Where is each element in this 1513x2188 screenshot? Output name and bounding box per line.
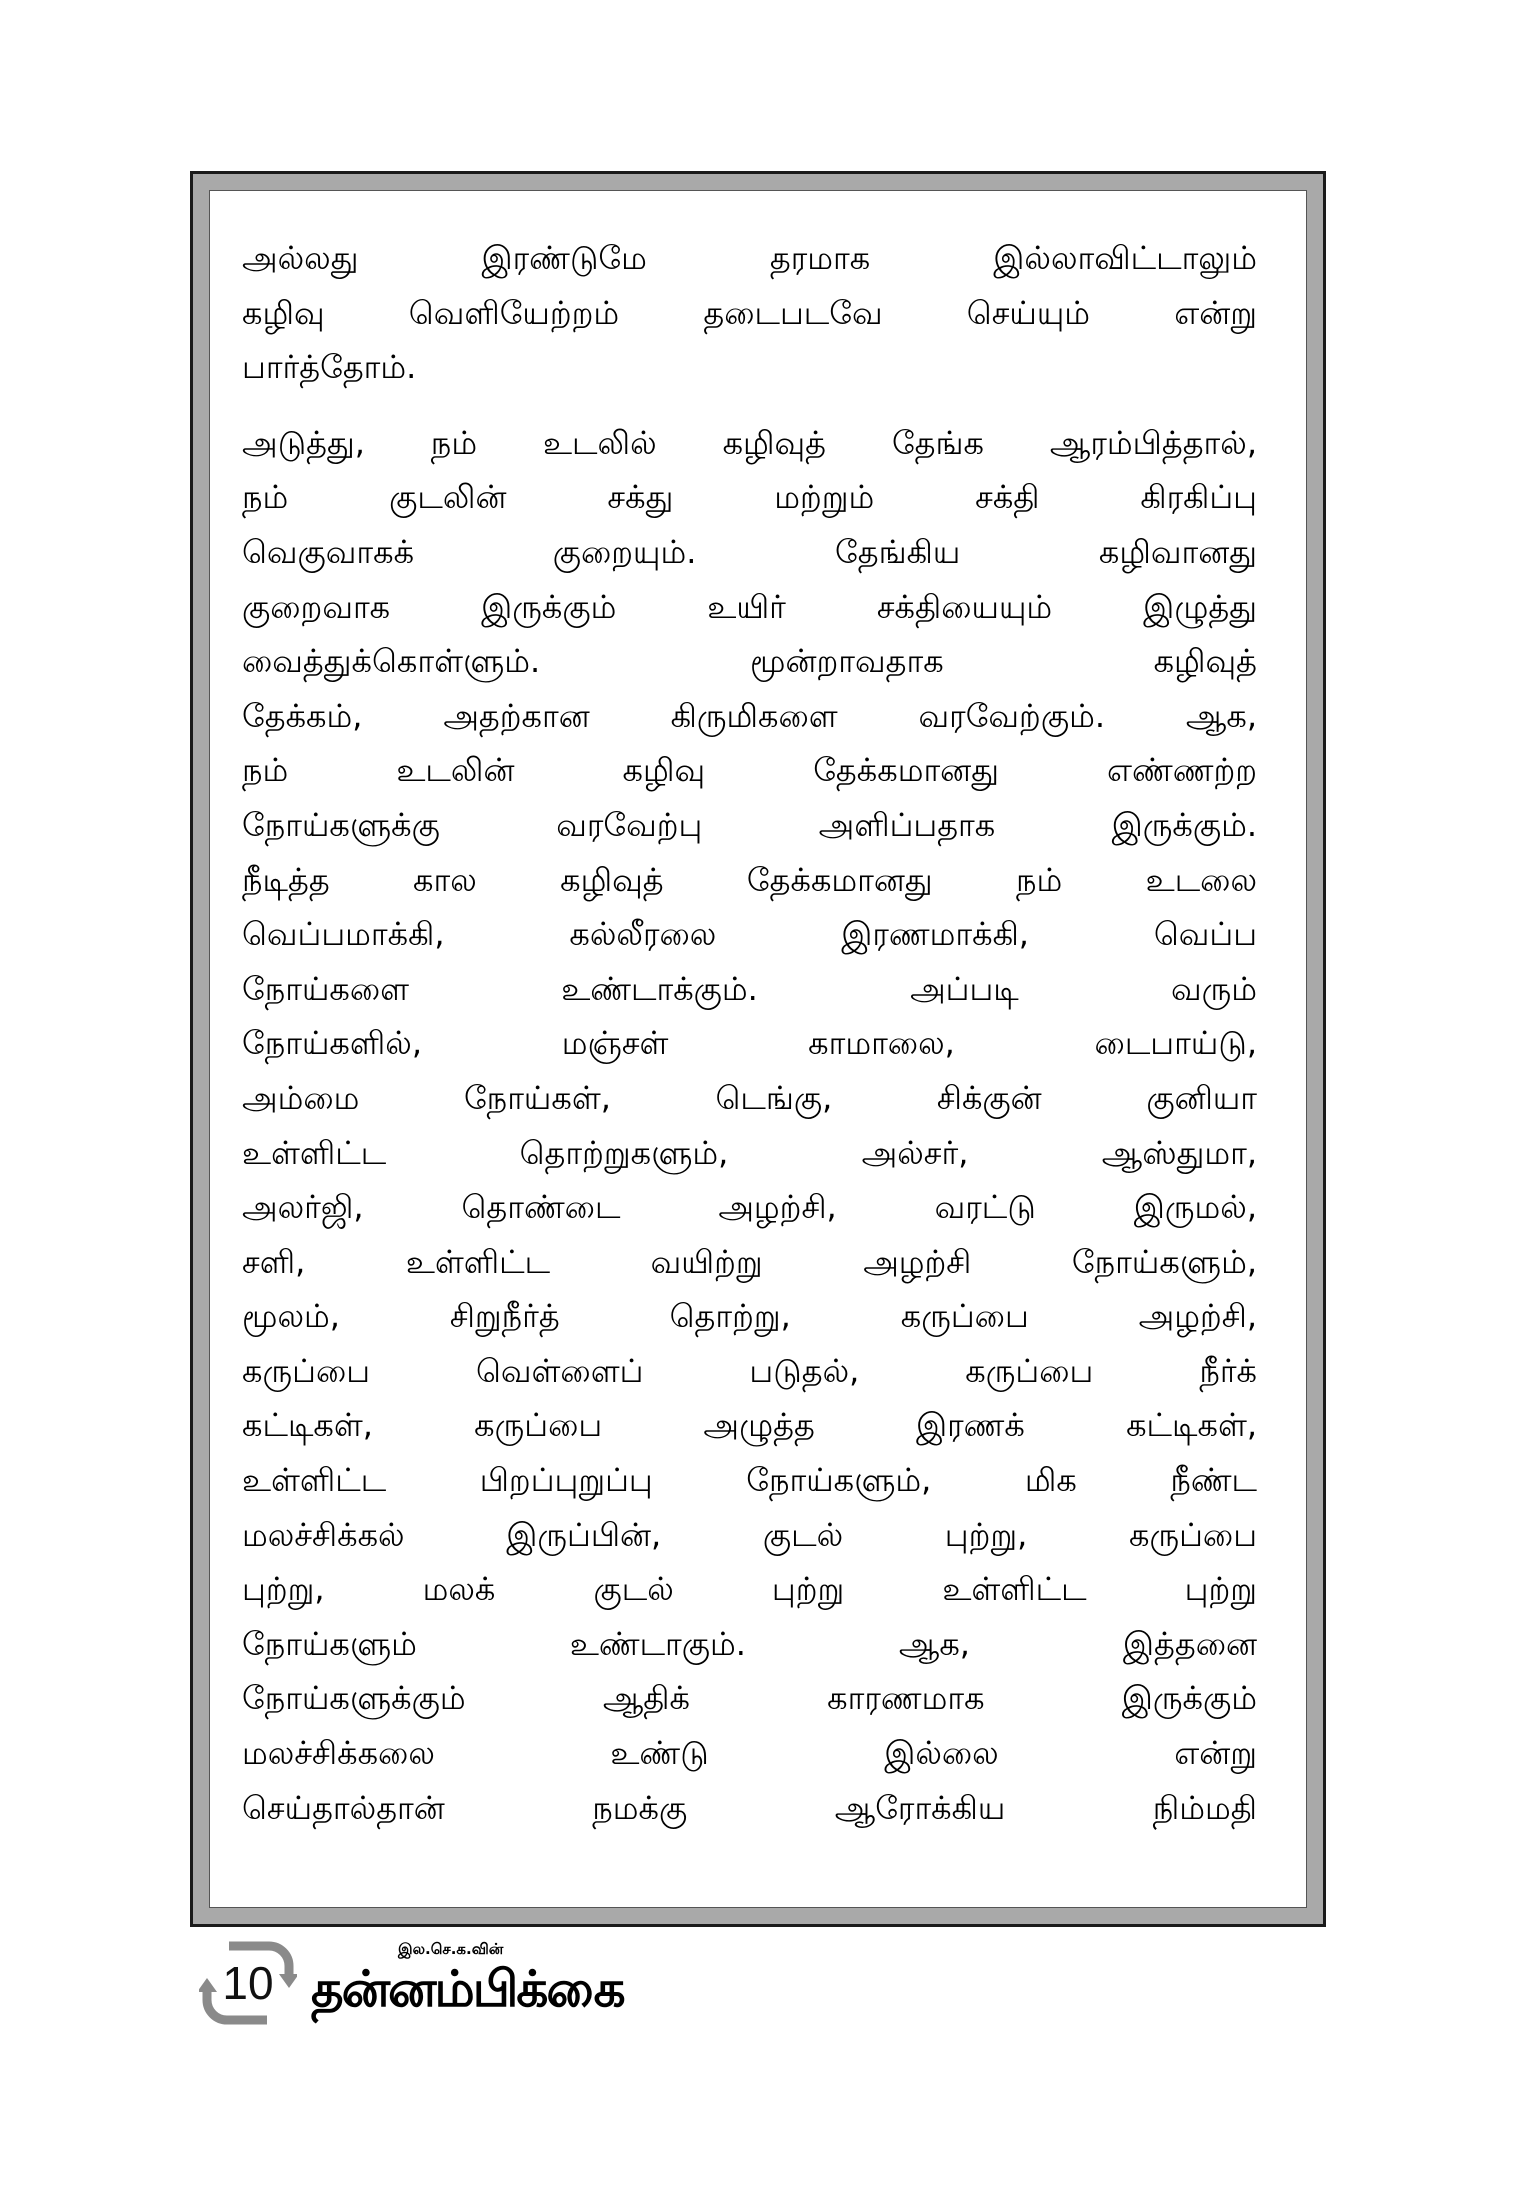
- text-line: நம் குடலின் சக்து மற்றும் சக்தி கிரகிப்பு: [242, 478, 1257, 517]
- text-line: அம்மை நோய்கள், டெங்கு, சிக்குன் குனியா: [242, 1078, 1257, 1117]
- text-line: அடுத்து, நம் உடலில் கழிவுத் தேங்க ஆரம்பித்தால்,: [242, 423, 1257, 462]
- text-line: கழிவு வெளியேற்றம் தடைபடவே செய்யும் என்று: [242, 293, 1257, 332]
- text-line: குறைவாக இருக்கும் உயிர் சக்தியையும் இழுத்து: [242, 587, 1257, 626]
- text-line: வெகுவாகக் குறையும். தேங்கிய கழிவானது: [242, 532, 1257, 571]
- text-line: நீடித்த கால கழிவுத் தேக்கமானது நம் உடலை: [242, 860, 1257, 899]
- text-line: நோய்களை உண்டாக்கும். அப்படி வரும்: [242, 969, 1257, 1008]
- text-line: கருப்பை வெள்ளைப் படுதல், கருப்பை நீர்க்: [242, 1351, 1257, 1390]
- text-line: நோய்களில், மஞ்சள் காமாலை, டைபாய்டு,: [242, 1024, 1257, 1063]
- text-line: மலச்சிக்கல் இருப்பின், குடல் புற்று, கருப்பை: [242, 1515, 1257, 1554]
- publication-title-logo: தன்னம்பிக்கை: [311, 1960, 624, 2018]
- page-number: 10: [222, 1957, 274, 2009]
- text-line: மூலம், சிறுநீர்த் தொற்று, கருப்பை அழற்சி,: [242, 1297, 1257, 1336]
- text-line: நம் உடலின் கழிவு தேக்கமானது எண்ணற்ற: [242, 751, 1257, 790]
- publisher-label: இல.செ.க.வின்: [398, 1940, 504, 1958]
- text-line: வைத்துக்கொள்ளும். மூன்றாவதாக கழிவுத்: [242, 642, 1257, 681]
- text-line: உள்ளிட்ட தொற்றுகளும், அல்சர், ஆஸ்துமா,: [242, 1133, 1257, 1172]
- text-line: வெப்பமாக்கி, கல்லீரலை இரணமாக்கி, வெப்ப: [242, 915, 1257, 954]
- text-line: நோய்களுக்கு வரவேற்பு அளிப்பதாக இருக்கும்.: [242, 805, 1257, 844]
- text-line: அல்லது இரண்டுமே தரமாக இல்லாவிட்டாலும்: [242, 239, 1257, 277]
- text-line: பார்த்தோம்.: [242, 348, 417, 387]
- text-line: நோய்களுக்கும் ஆதிக் காரணமாக இருக்கும்: [242, 1679, 1257, 1718]
- body-text: [242, 231, 1257, 1835]
- text-line: உள்ளிட்ட பிறப்புறுப்பு நோய்களும், மிக நீண்ட: [242, 1461, 1257, 1500]
- paragraph-1: [242, 231, 1257, 395]
- text-line: தேக்கம், அதற்கான கிருமிகளை வரவேற்கும். ஆக,: [242, 696, 1257, 735]
- text-line: நோய்களும் உண்டாகும். ஆக, இத்தனை: [242, 1624, 1257, 1663]
- text-line: மலச்சிக்கலை உண்டு இல்லை என்று: [242, 1734, 1257, 1773]
- text-line: செய்தால்தான் நமக்கு ஆரோக்கிய நிம்மதி: [242, 1788, 1257, 1827]
- text-line: புற்று, மலக் குடல் புற்று உள்ளிட்ட புற்று: [242, 1570, 1257, 1609]
- paragraph-2: [242, 416, 1257, 1835]
- text-line: அலர்ஜி, தொண்டை அழற்சி, வரட்டு இருமல்,: [242, 1188, 1257, 1227]
- text-line: கட்டிகள், கருப்பை அழுத்த இரணக் கட்டிகள்,: [242, 1406, 1257, 1445]
- text-line: சளி, உள்ளிட்ட வயிற்று அழற்சி நோய்களும்,: [242, 1242, 1257, 1281]
- page-footer: [193, 1932, 643, 2042]
